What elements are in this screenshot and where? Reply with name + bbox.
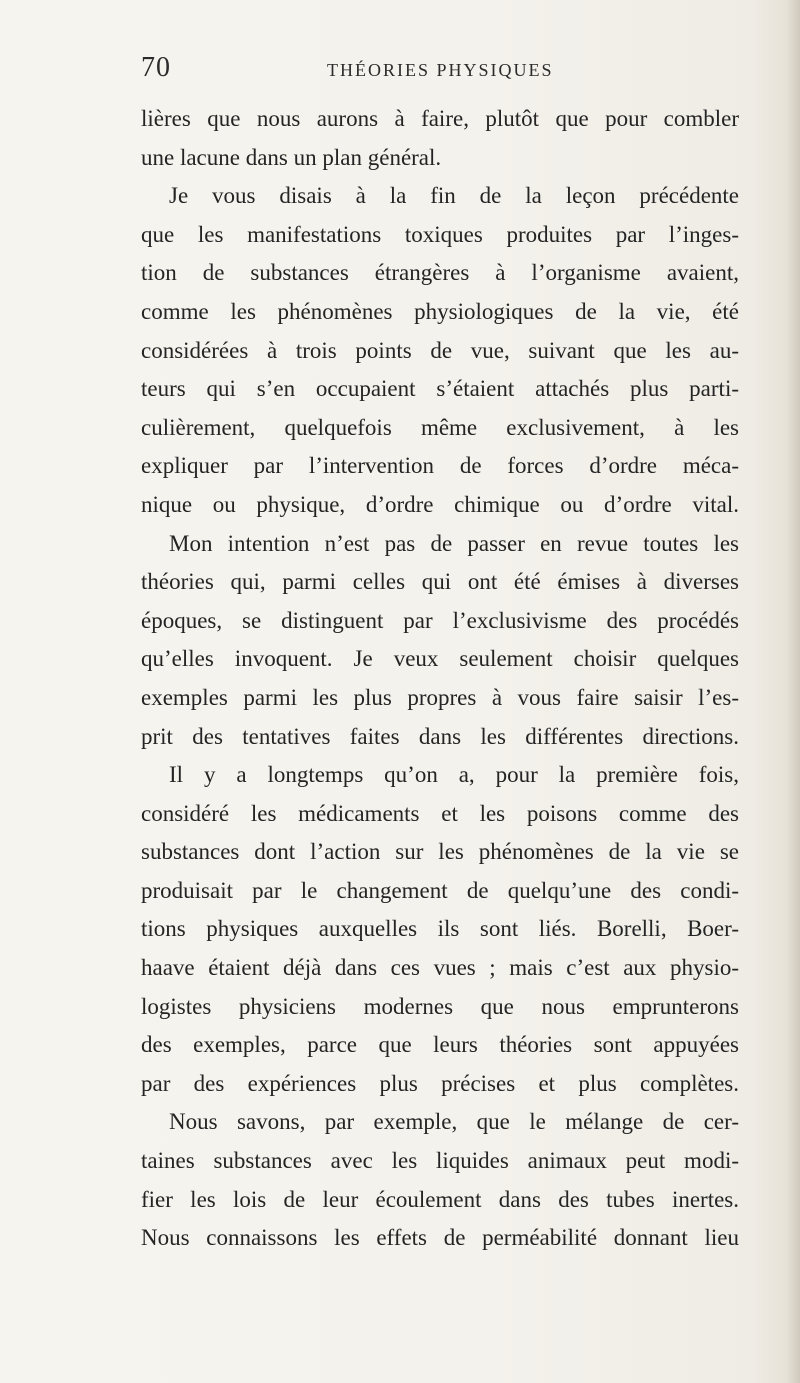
text-line: théories qui, parmi celles qui ont été émises à diverses — [141, 569, 739, 595]
text-line: logistes physiciens modernes que nous emprunterons — [141, 993, 739, 1019]
text-line: lières que nous aurons à faire, plutôt que pour combler — [141, 106, 739, 131]
running-head: THÉORIES PHYSIQUES — [327, 60, 554, 80]
text-line: haave étaient déjà dans ces vues ; mais c’est aux physio- — [141, 955, 739, 981]
text-line: teurs qui s’en occupaient s’étaient attachés plus parti- — [141, 376, 739, 402]
text-line: tions physiques auxquelles ils sont liés. Borelli, Boer- — [141, 916, 739, 942]
text-line: Il y a longtemps qu’on a, pour la première fois, — [169, 762, 739, 788]
text-line: expliquer par l’intervention de forces d’ordre méca- — [141, 453, 739, 479]
page-edge-shadow — [786, 0, 800, 1383]
text-line: comme les phénomènes physiologiques de la vie, été — [141, 298, 739, 324]
text-line: par des expériences plus précises et plus complètes. — [141, 1070, 739, 1096]
text-line: fier les lois de leur écoulement dans des tubes inertes. — [141, 1186, 739, 1212]
text-line: exemples parmi les plus propres à vous faire saisir l’es- — [141, 684, 739, 710]
text-line: époques, se distinguent par l’exclusivisme des procédés — [141, 607, 739, 633]
text-line: prit des tentatives faites dans les différentes directions. — [141, 723, 739, 749]
page-number: 70 — [141, 52, 171, 83]
text-line: tion de substances étrangères à l’organisme avaient, — [141, 260, 739, 286]
text-line: produisait par le changement de quelqu’une des condi- — [141, 877, 739, 903]
text-line: Je vous disais à la fin de la leçon précédente — [169, 183, 739, 209]
text-line: des exemples, parce que leurs théories sont appuyées — [141, 1032, 739, 1058]
text-line: Mon intention n’est pas de passer en revue toutes les — [169, 530, 739, 556]
text-line: culièrement, quelquefois même exclusivement, à les — [141, 414, 739, 440]
body-text — [141, 100, 739, 1258]
text-line: taines substances avec les liquides animaux peut modi- — [141, 1148, 739, 1174]
text-line: une lacune dans un plan général. — [141, 144, 442, 170]
text-line: Nous savons, par exemple, que le mélange de cer- — [169, 1109, 739, 1135]
text-line: substances dont l’action sur les phénomènes de la vie se — [141, 839, 739, 865]
text-line: considéré les médicaments et les poisons comme des — [141, 800, 739, 826]
text-line: que les manifestations toxiques produites par l’inges- — [141, 221, 739, 247]
text-line: considérées à trois points de vue, suivant que les au- — [141, 337, 739, 363]
text-line: Nous connaissons les effets de perméabilité donnant lieu — [141, 1225, 739, 1251]
page-header — [141, 52, 741, 92]
text-line: nique ou physique, d’ordre chimique ou d’ordre vital. — [141, 491, 739, 517]
text-line: qu’elles invoquent. Je veux seulement choisir quelques — [141, 646, 739, 672]
